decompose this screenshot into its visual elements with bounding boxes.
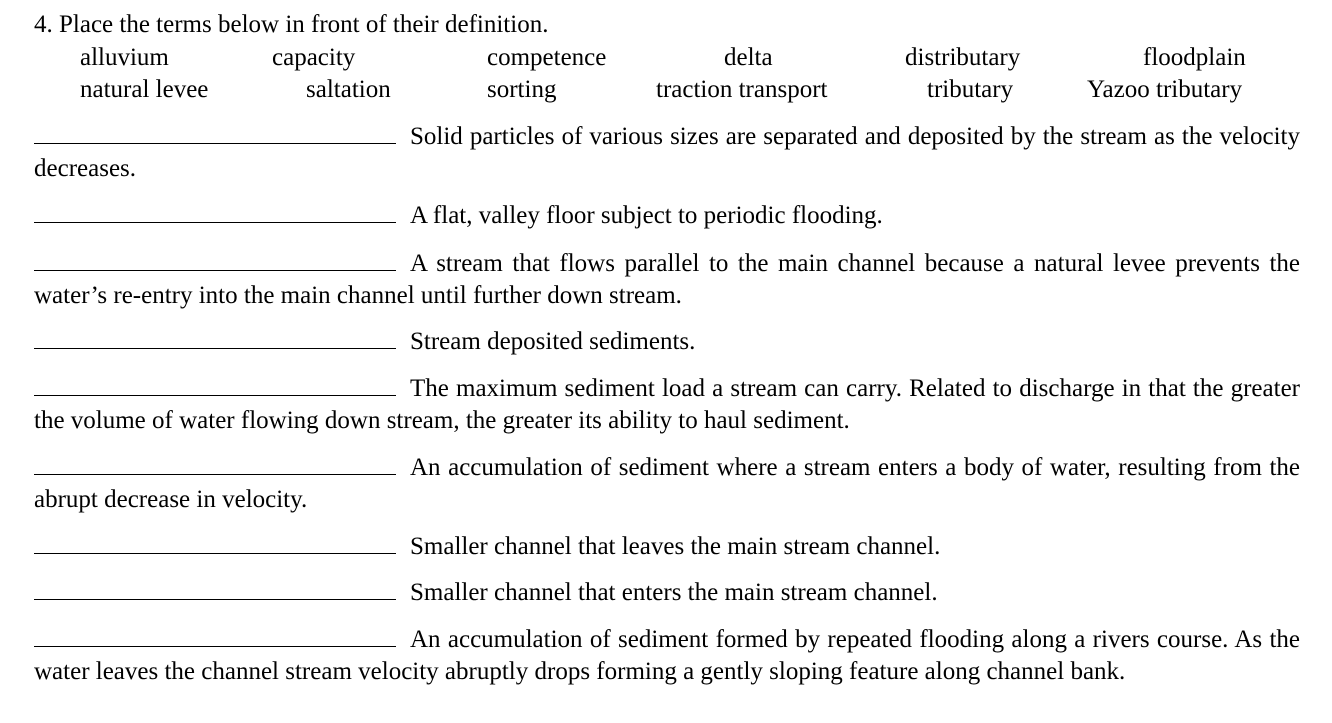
answer-blank[interactable] <box>34 221 396 223</box>
definition-item <box>34 531 1300 563</box>
definition-text: Stream deposited sediments. <box>410 328 696 355</box>
definition-text: A stream that flows parallel to the main channel because a natural levee prevents the water’s re-entry into the main channel until further down stream. <box>34 250 1300 309</box>
question-number: 4. <box>34 11 53 38</box>
term-saltation: saltation <box>306 76 391 103</box>
term-capacity: capacity <box>272 44 356 71</box>
term-floodplain: floodplain <box>1143 44 1246 71</box>
question-prompt: Place the terms below in front of their definition. <box>59 11 549 38</box>
term-distributary: distributary <box>905 44 1021 71</box>
answer-blank[interactable] <box>34 473 396 475</box>
answer-blank[interactable] <box>34 142 396 144</box>
term-tributary: tributary <box>927 76 1014 103</box>
definition-item <box>34 121 1300 184</box>
definition-item <box>34 452 1300 515</box>
definition-text: An accumulation of sediment formed by repeated flooding along a rivers course. As the water leaves the channel stream velocity abruptly drops forming a gently sloping feature along channel bank. <box>34 626 1300 685</box>
term-delta: delta <box>724 44 773 71</box>
term-natural-levee: natural levee <box>80 76 209 103</box>
answer-blank[interactable] <box>34 269 396 271</box>
definition-item <box>34 326 1300 358</box>
term-yazoo-tributary: Yazoo tributary <box>1087 76 1243 103</box>
definition-item <box>34 248 1300 311</box>
definition-text: An accumulation of sediment where a stream enters a body of water, resulting from the abrupt decrease in velocity. <box>34 454 1300 513</box>
term-competence: competence <box>487 44 607 71</box>
definition-text: The maximum sediment load a stream can carry. Related to discharge in that the greater the volume of water flowing down stream, the greater its ability to haul sediment. <box>34 375 1300 434</box>
term-sorting: sorting <box>487 76 557 103</box>
term-alluvium: alluvium <box>80 44 169 71</box>
definition-item <box>34 624 1300 687</box>
question-heading <box>34 10 548 40</box>
answer-blank[interactable] <box>34 347 396 349</box>
definition-text: Smaller channel that leaves the main stream channel. <box>410 533 941 560</box>
definition-text: A flat, valley floor subject to periodic flooding. <box>410 202 883 229</box>
definition-item <box>34 577 1300 609</box>
answer-blank[interactable] <box>34 394 396 396</box>
answer-blank[interactable] <box>34 645 396 647</box>
definition-text: Smaller channel that enters the main stream channel. <box>410 579 938 606</box>
answer-blank[interactable] <box>34 598 396 600</box>
answer-blank[interactable] <box>34 552 396 554</box>
definition-item <box>34 200 1300 232</box>
term-traction-transport: traction transport <box>656 76 828 103</box>
definition-text: Solid particles of various sizes are separated and deposited by the stream as the velocity decreases. <box>34 123 1300 182</box>
definition-item <box>34 373 1300 436</box>
